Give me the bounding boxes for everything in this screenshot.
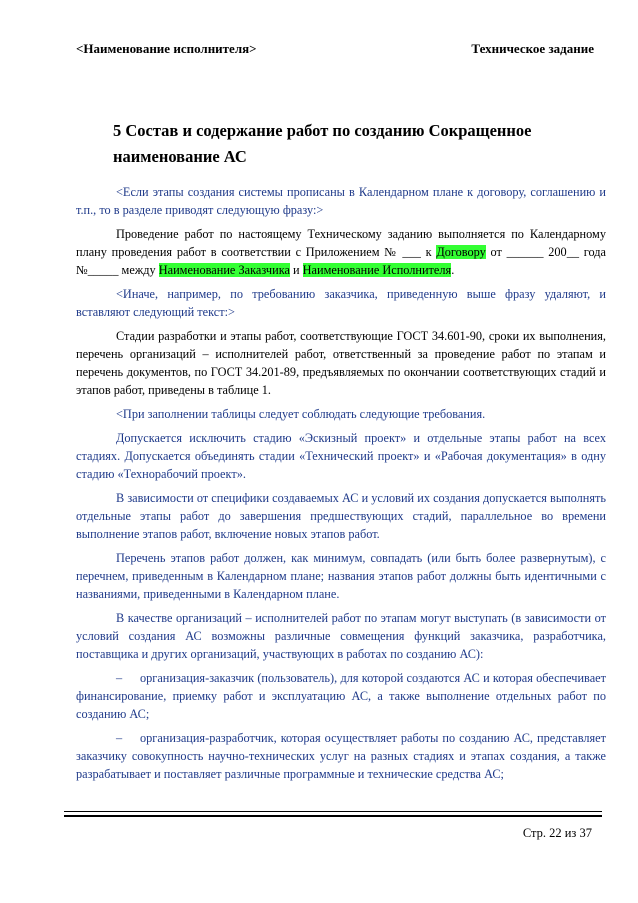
footer-divider-thin [64, 811, 602, 812]
section-title-line-1: 5 Состав и содержание работ по созданию Сокращенное [113, 121, 532, 140]
section-title [113, 118, 583, 170]
list-item [76, 729, 606, 783]
dash-bullet: – [116, 731, 123, 745]
dash-bullet: – [116, 671, 123, 685]
list-item [76, 669, 606, 723]
highlight-contract: Договору [436, 245, 486, 259]
schedule-text-1: Проведение работ по настоящему Техническому заданию выполняется по Календарному плану проведения работ в соответствии с Приложением № ___ к [76, 227, 606, 259]
table-requirements-paragraph: <При заполнении таблицы следует соблюдать следующие требования. [116, 407, 486, 421]
header-contractor-name: <Наименование исполнителя> [76, 41, 257, 56]
footer-divider-thick [64, 815, 602, 817]
schedule-text-2: от ______ 200__ года №_____ между [76, 245, 606, 277]
schedule-text-4: . [451, 263, 455, 277]
section-title-line-2: наименование АС [113, 147, 247, 166]
schedule-text-3: и [289, 263, 303, 277]
list-item-text: организация-разработчик, которая осуществляет работы по созданию АС, представляет заказчику совокупность научно-технических услуг на разных стадиях и этапах создания, а также разрабатывает и поставляет различные программные и технические средства АС; [76, 731, 606, 781]
section-body [76, 183, 606, 789]
page-header [76, 41, 594, 61]
schedule-paragraph [76, 225, 606, 279]
instruction-paragraph-alt: <Иначе, например, по требованию заказчика, приведенную выше фразу удаляют, и вставляют следующий текст:> [76, 287, 606, 319]
header-document-type: Техническое задание [471, 41, 594, 56]
list-item-text: организация-заказчик (пользователь), для которой создаются АС и которая обеспечивает финансирование, приемку работ и эксплуатацию АС, а также выполнение отдельных работ по созданию АС; [76, 671, 606, 721]
stages-paragraph: Стадии разработки и этапы работ, соответствующие ГОСТ 34.601-90, сроки их выполнения, перечень организаций – исполнителей работ, ответственный за проведение работ по этапам и перечень документов, по ГОСТ 34.201-89, предъявляемых по окончании соответствующих стадий и этапов работ, приведены в таблице 1. [76, 329, 606, 397]
page-number: Стр. 22 из 37 [522, 826, 592, 840]
highlight-contractor-name: Наименование Исполнителя [302, 263, 452, 277]
instruction-paragraph: <Если этапы создания системы прописаны в Календарном плане к договору, соглашению и т.п., то в разделе приводят следующую фразу:> [76, 185, 606, 217]
highlight-customer-name: Наименование Заказчика [158, 263, 290, 277]
requirement-paragraph-3: Перечень этапов работ должен, как минимум, совпадать (или быть более развернутым), с перечнем, приведенным в Календарном плане; названия этапов работ должны быть идентичными с названиями, приведенными в Календарном плане. [76, 551, 606, 601]
requirement-paragraph-4: В качестве организаций – исполнителей работ по этапам могут выступать (в зависимости от условий создания АС возможны различные совмещения функций заказчика, разработчика, поставщика и других организаций, участвующих в работах по созданию АС): [76, 611, 606, 661]
requirement-paragraph-2: В зависимости от специфики создаваемых АС и условий их создания допускается выполнять отдельные этапы работ до завершения предшествующих стадий, параллельное во времени выполнение этапов работ, включение новых этапов работ. [76, 491, 606, 541]
requirement-paragraph-1: Допускается исключить стадию «Эскизный проект» и отдельные этапы работ на всех стадиях. Допускается объединять стадии «Технический проект» и «Рабочая документация» в одну стадию «Технорабочий проект». [76, 431, 606, 481]
